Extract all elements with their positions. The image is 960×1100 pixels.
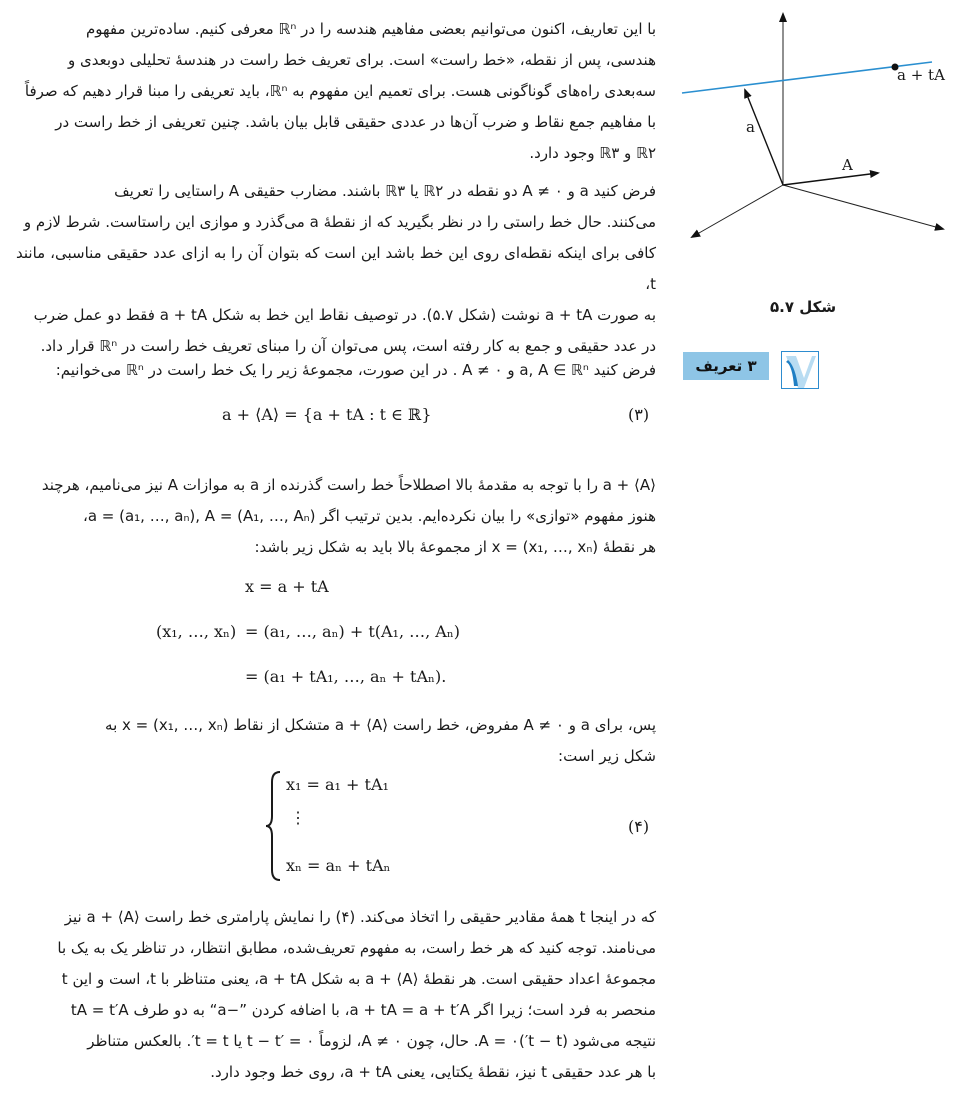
figure-caption: شکل ۵.۷ xyxy=(770,298,837,316)
derivation-line-2-rhs: = (a₁, …, aₙ) + t(A₁, …, Aₙ) xyxy=(245,622,461,641)
axis-x xyxy=(692,185,783,237)
definition-intro xyxy=(16,355,656,386)
text-line: کافی برای اینکه نقطه‌ای روی این خط باشد این است که بتوان آن را به ازای عدد حقیقی مناسبی، مانند t، xyxy=(16,244,656,293)
text-line: با مفاهیم جمع نقاط و ضرب آن‌ها در عددی حقیقی قابل بیان باشد. چنین تعریفی از خط راست در xyxy=(55,113,656,131)
definition-equation: a + ⟨A⟩ = {a + tA : t ∈ ℝ} xyxy=(222,405,432,424)
text-line: با هر عدد حقیقی t نیز، نقطهٔ یکتایی، یعنی a + tA، روی خط وجود دارد. xyxy=(210,1063,656,1081)
intro-paragraph xyxy=(16,14,656,169)
vector-A xyxy=(783,173,878,185)
figure-line-diagram xyxy=(676,0,960,320)
derivation-line-3-rhs: = (a₁ + tA₁, …, aₙ + tAₙ). xyxy=(245,667,447,686)
axis-y xyxy=(783,185,943,229)
label-a: a xyxy=(746,118,755,136)
system-row-ellipsis: ⋮ xyxy=(290,808,306,827)
system-row-n: xₙ = aₙ + tAₙ xyxy=(286,856,391,875)
derivation-line-1: x = a + tA xyxy=(245,577,329,596)
definition-badge: ۳ تعریف xyxy=(683,352,769,380)
text-line: فرض کنید a و A ≠ ۰ دو نقطه در ℝ۲ یا ℝ۳ باشند. مضارب حقیقی A راستایی را تعریف xyxy=(114,182,656,200)
uniqueness-paragraph xyxy=(16,902,656,1088)
left-brace-icon xyxy=(264,770,284,882)
text-line: در عدد حقیقی و جمع به کار رفته است، پس می‌توان آن را مبنای تعریف خط راست در ℝⁿ قرار داد. xyxy=(40,337,656,355)
text-line: می‌کنند. حال خط راستی را در نظر بگیرید که از نقطهٔ a می‌گذرد و موازی این راستاست. شرط لازم و xyxy=(23,213,656,231)
text-line: هنوز مفهوم «توازی» را بیان نکرده‌ایم. بدین ترتیب اگر a = (a₁, …, aₙ), A = (A₁, …, Aₙ)، xyxy=(82,507,656,525)
definition-marker-icon xyxy=(781,351,819,389)
text-line: نتیجه می‌شود (t − t′)A = ۰. حال، چون A ≠ ۰، لزوماً t − t′ = ۰ یا t = t′. بالعکس متناظر xyxy=(87,1032,656,1050)
text-line: مجموعهٔ اعداد حقیقی است. هر نقطهٔ ⟨A⟩ + a به شکل a + tA، یعنی متناظر با t، است و این t xyxy=(61,970,656,988)
text-line: فرض کنید a, A ∈ ℝⁿ و A ≠ ۰ . در این صورت، مجموعهٔ زیر را یک خط راست در ℝⁿ می‌خوانیم: xyxy=(55,361,656,379)
text-line: پس، برای a و A ≠ ۰ مفروض، خط راست ⟨A⟩ + a متشکل از نقاط x = (x₁, …, xₙ) به xyxy=(105,716,656,734)
text-line: شکل زیر است: xyxy=(558,747,656,765)
line-notation-paragraph xyxy=(16,470,656,563)
system-row-1: x₁ = a₁ + tA₁ xyxy=(286,775,389,794)
text-line: هندسی، پس از نقطه، «خط راست» است. برای تعریف خط راست در هندسهٔ تحلیلی دوبعدی و xyxy=(67,51,656,69)
equation-number: (۴) xyxy=(628,817,650,836)
label-a-plus-tA: a + tA xyxy=(897,66,945,84)
label-A: A xyxy=(842,156,853,174)
equation-number: (۳) xyxy=(628,405,650,424)
text-line: ℝ۲ و ℝ۳ وجود دارد. xyxy=(529,144,656,162)
text-line: منحصر به فرد است؛ زیرا اگر a + tA = a + t′A، با اضافه کردن ”−a“ به دو طرف tA = t′A xyxy=(70,1001,656,1019)
text-line: می‌نامند. توجه کنید که هر خط راست، به مفهوم تعریف‌شده، مطابق انتظار، در تناظر یک به یک با xyxy=(57,939,656,957)
parametric-intro-paragraph xyxy=(16,710,656,772)
text-line: به صورت a + tA نوشت (شکل ۵.۷). در توصیف نقاط این خط به شکل a + tA فقط دو عمل ضرب xyxy=(33,306,656,324)
vector-a xyxy=(745,90,783,185)
line-motivation-paragraph xyxy=(16,176,656,362)
text-line: که در اینجا t همهٔ مقادیر حقیقی را اتخاذ می‌کند. (۴) را نمایش پارامتری خط راست ⟨A⟩ + a نیز xyxy=(64,908,656,926)
text-line: ⟨A⟩ + a را با توجه به مقدمهٔ بالا اصطلاحاً خط راست گذرنده از a به موازات A نیز می‌نامیم، هرچند xyxy=(41,476,656,494)
derivation-line-2-lhs: (x₁, …, xₙ) xyxy=(156,622,237,641)
text-line: با این تعاریف، اکنون می‌توانیم بعضی مفاهیم هندسه را در ℝⁿ معرفی کنیم. ساده‌ترین مفهوم xyxy=(85,20,656,38)
text-line: سه‌بعدی راه‌های گوناگونی هست. برای تعمیم این مفهوم به ℝⁿ، باید تعریفی را مبنا قرار دهیم که صرفاً xyxy=(24,82,656,100)
text-line: هر نقطهٔ x = (x₁, …, xₙ) از مجموعهٔ بالا باید به شکل زیر باشد: xyxy=(254,538,656,556)
